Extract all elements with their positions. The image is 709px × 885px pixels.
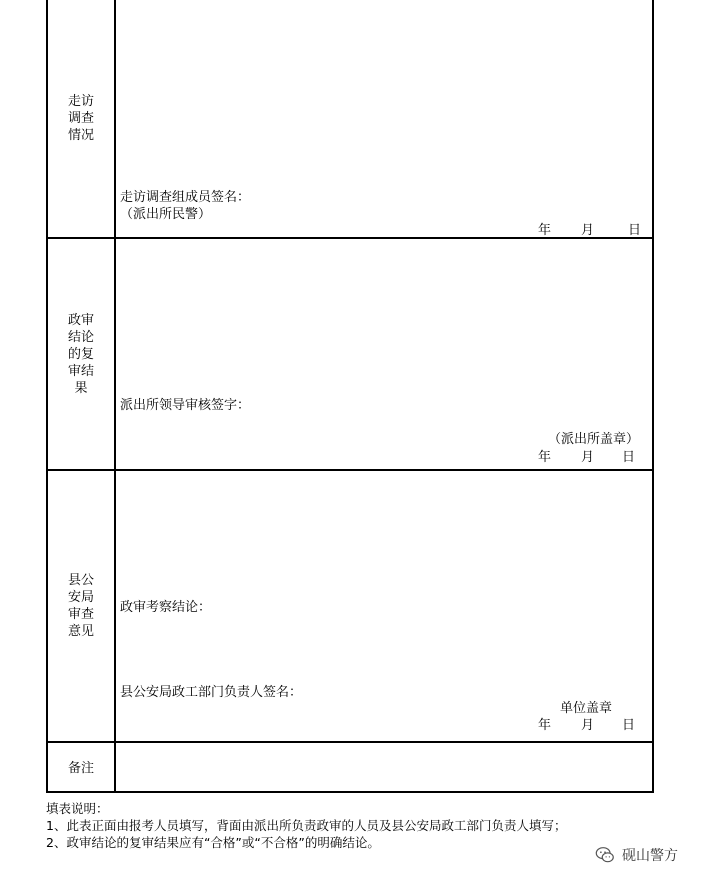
row-label-review xyxy=(48,239,116,469)
visit-signature-label: 走访调查组成员签名： xyxy=(120,190,251,205)
county-conclusion-label: 政审考察结论： xyxy=(120,600,212,615)
cell-review-content[interactable] xyxy=(116,239,652,469)
instructions-title: 填表说明： xyxy=(46,801,109,816)
label-review-text: 政审结论的复审结果 xyxy=(67,312,94,396)
label-remarks-text: 备注 xyxy=(67,760,94,776)
review-seal-text: （派出所盖章） xyxy=(548,432,640,447)
row-visit-investigation xyxy=(48,0,652,239)
review-form-table xyxy=(46,0,654,793)
review-date-day: 日 xyxy=(622,450,636,465)
label-county-text: 县公安局审查意见 xyxy=(67,573,94,639)
county-date-year: 年 xyxy=(538,718,552,733)
label-visit-text: 走访调查情况 xyxy=(67,94,94,143)
row-remarks xyxy=(48,743,652,793)
county-signature-label: 县公安局政工部门负责人签名： xyxy=(120,685,303,700)
cell-county-content[interactable] xyxy=(116,471,652,741)
row-label-county xyxy=(48,471,116,741)
county-seal-text: 单位盖章 xyxy=(560,701,613,716)
instruction-item: 2、政审结论的复审结果应有“合格”或“不合格”的明确结论。 xyxy=(46,835,380,850)
instruction-item: 1、此表正面由报考人员填写，背面由派出所负责政审的人员及县公安局政工部门负责人填写； xyxy=(46,818,567,833)
row-label-visit xyxy=(48,0,116,237)
county-date-month: 月 xyxy=(581,718,595,733)
cell-remarks-content[interactable] xyxy=(116,743,652,793)
wechat-icon xyxy=(594,844,616,866)
fill-instructions xyxy=(46,800,566,851)
visit-date-month: 月 xyxy=(581,223,595,238)
review-signature-label: 派出所领导审核签字： xyxy=(120,398,251,413)
watermark-text: 砚山警方 xyxy=(622,848,678,864)
review-date-month: 月 xyxy=(581,450,595,465)
visit-date-day: 日 xyxy=(628,223,642,238)
visit-signature-sub: （派出所民警） xyxy=(120,207,212,222)
visit-date-year: 年 xyxy=(538,223,552,238)
county-date-day: 日 xyxy=(622,718,636,733)
row-label-remarks xyxy=(48,743,116,793)
cell-visit-content[interactable] xyxy=(116,0,652,237)
row-review-result xyxy=(48,239,652,471)
review-date-year: 年 xyxy=(538,450,552,465)
watermark xyxy=(594,844,678,866)
row-county-opinion xyxy=(48,471,652,743)
